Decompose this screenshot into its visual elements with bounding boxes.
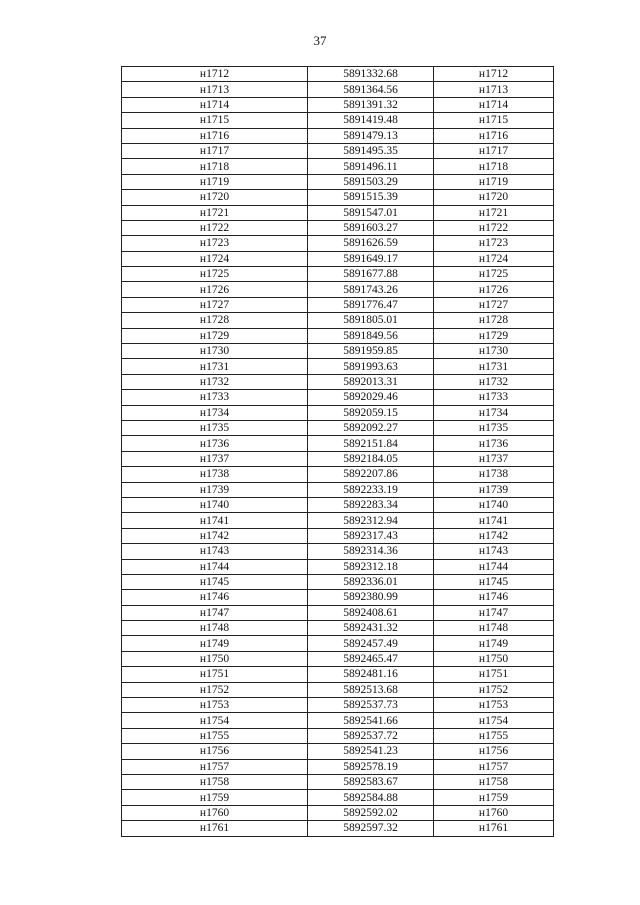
table-row [122, 621, 554, 636]
coordinate-value-cell: 5891332.68 [308, 67, 434, 82]
point-label-cell: н1756 [434, 744, 554, 759]
table-row [122, 436, 554, 451]
point-label-cell: н1724 [122, 251, 308, 266]
table-row [122, 667, 554, 682]
point-label-cell: н1729 [434, 328, 554, 343]
point-label-cell: н1755 [434, 728, 554, 743]
point-label-cell: н1745 [434, 574, 554, 589]
point-label-cell: н1757 [434, 759, 554, 774]
table-row [122, 297, 554, 312]
point-label-cell: н1736 [434, 436, 554, 451]
coordinate-value-cell: 5892380.99 [308, 590, 434, 605]
point-label-cell: н1713 [434, 82, 554, 97]
point-label-cell: н1727 [434, 297, 554, 312]
table-row [122, 390, 554, 405]
point-label-cell: н1720 [434, 190, 554, 205]
coordinate-value-cell: 5891959.85 [308, 344, 434, 359]
point-label-cell: н1761 [122, 821, 308, 836]
coordinate-value-cell: 5892431.32 [308, 621, 434, 636]
table-row [122, 467, 554, 482]
coordinate-value-cell: 5891849.56 [308, 328, 434, 343]
table-row [122, 605, 554, 620]
coordinate-value-cell: 5891503.29 [308, 174, 434, 189]
table-row [122, 744, 554, 759]
point-label-cell: н1721 [434, 205, 554, 220]
coordinate-value-cell: 5891495.35 [308, 143, 434, 158]
table-row [122, 513, 554, 528]
table-row [122, 328, 554, 343]
table-row [122, 205, 554, 220]
point-label-cell: н1746 [122, 590, 308, 605]
point-label-cell: н1760 [434, 805, 554, 820]
point-label-cell: н1750 [434, 651, 554, 666]
point-label-cell: н1744 [122, 559, 308, 574]
coordinate-value-cell: 5892314.36 [308, 544, 434, 559]
point-label-cell: н1724 [434, 251, 554, 266]
coordinate-value-cell: 5892537.73 [308, 698, 434, 713]
point-label-cell: н1741 [122, 513, 308, 528]
table-row [122, 651, 554, 666]
table-row [122, 482, 554, 497]
point-label-cell: н1748 [122, 621, 308, 636]
point-label-cell: н1758 [122, 774, 308, 789]
point-label-cell: н1734 [434, 405, 554, 420]
point-label-cell: н1755 [122, 728, 308, 743]
table-row [122, 282, 554, 297]
coordinate-value-cell: 5891391.32 [308, 97, 434, 112]
table-row [122, 190, 554, 205]
table-row [122, 821, 554, 836]
table-row [122, 574, 554, 589]
point-label-cell: н1734 [122, 405, 308, 420]
point-label-cell: н1740 [122, 497, 308, 512]
table-row [122, 174, 554, 189]
point-label-cell: н1727 [122, 297, 308, 312]
table-row [122, 82, 554, 97]
coordinates-table-body [122, 67, 554, 837]
point-label-cell: н1725 [122, 267, 308, 282]
point-label-cell: н1735 [122, 420, 308, 435]
point-label-cell: н1742 [122, 528, 308, 543]
point-label-cell: н1737 [434, 451, 554, 466]
coordinate-value-cell: 5892029.46 [308, 390, 434, 405]
point-label-cell: н1753 [434, 698, 554, 713]
coordinate-value-cell: 5891515.39 [308, 190, 434, 205]
point-label-cell: н1722 [122, 220, 308, 235]
point-label-cell: н1731 [434, 359, 554, 374]
point-label-cell: н1728 [122, 313, 308, 328]
table-row [122, 420, 554, 435]
point-label-cell: н1728 [434, 313, 554, 328]
coordinates-table [121, 66, 554, 837]
coordinate-value-cell: 5891776.47 [308, 297, 434, 312]
point-label-cell: н1732 [122, 374, 308, 389]
coordinate-value-cell: 5892541.66 [308, 713, 434, 728]
point-label-cell: н1752 [122, 682, 308, 697]
point-label-cell: н1743 [122, 544, 308, 559]
coordinate-value-cell: 5892578.19 [308, 759, 434, 774]
table-row [122, 805, 554, 820]
point-label-cell: н1739 [434, 482, 554, 497]
coordinate-value-cell: 5892541.23 [308, 744, 434, 759]
table-row [122, 497, 554, 512]
coordinate-value-cell: 5892336.01 [308, 574, 434, 589]
table-row [122, 790, 554, 805]
coordinate-value-cell: 5892317.43 [308, 528, 434, 543]
point-label-cell: н1733 [122, 390, 308, 405]
point-label-cell: н1740 [434, 497, 554, 512]
coordinate-value-cell: 5892092.27 [308, 420, 434, 435]
point-label-cell: н1754 [122, 713, 308, 728]
point-label-cell: н1737 [122, 451, 308, 466]
coordinate-value-cell: 5892059.15 [308, 405, 434, 420]
point-label-cell: н1739 [122, 482, 308, 497]
coordinate-value-cell: 5892592.02 [308, 805, 434, 820]
point-label-cell: н1717 [122, 143, 308, 158]
coordinate-value-cell: 5891479.13 [308, 128, 434, 143]
point-label-cell: н1750 [122, 651, 308, 666]
point-label-cell: н1744 [434, 559, 554, 574]
point-label-cell: н1743 [434, 544, 554, 559]
table-row [122, 636, 554, 651]
coordinate-value-cell: 5891743.26 [308, 282, 434, 297]
point-label-cell: н1716 [434, 128, 554, 143]
point-label-cell: н1732 [434, 374, 554, 389]
point-label-cell: н1722 [434, 220, 554, 235]
point-label-cell: н1745 [122, 574, 308, 589]
point-label-cell: н1712 [122, 67, 308, 82]
table-row [122, 682, 554, 697]
table-row [122, 128, 554, 143]
point-label-cell: н1751 [434, 667, 554, 682]
point-label-cell: н1735 [434, 420, 554, 435]
table-row [122, 713, 554, 728]
page-number: 37 [313, 33, 327, 48]
coordinate-value-cell: 5891419.48 [308, 113, 434, 128]
point-label-cell: н1747 [122, 605, 308, 620]
point-label-cell: н1726 [122, 282, 308, 297]
point-label-cell: н1759 [434, 790, 554, 805]
point-label-cell: н1716 [122, 128, 308, 143]
coordinate-value-cell: 5892583.67 [308, 774, 434, 789]
table-row [122, 374, 554, 389]
table-row [122, 143, 554, 158]
point-label-cell: н1759 [122, 790, 308, 805]
point-label-cell: н1729 [122, 328, 308, 343]
point-label-cell: н1731 [122, 359, 308, 374]
coordinate-value-cell: 5892283.34 [308, 497, 434, 512]
coordinate-value-cell: 5891626.59 [308, 236, 434, 251]
table-row [122, 359, 554, 374]
table-row [122, 559, 554, 574]
table-row [122, 97, 554, 112]
point-label-cell: н1723 [434, 236, 554, 251]
point-label-cell: н1742 [434, 528, 554, 543]
table-row [122, 236, 554, 251]
point-label-cell: н1713 [122, 82, 308, 97]
table-row [122, 251, 554, 266]
point-label-cell: н1714 [434, 97, 554, 112]
coordinate-value-cell: 5892312.18 [308, 559, 434, 574]
table-row [122, 344, 554, 359]
point-label-cell: н1738 [122, 467, 308, 482]
point-label-cell: н1718 [434, 159, 554, 174]
point-label-cell: н1756 [122, 744, 308, 759]
coordinate-value-cell: 5891677.88 [308, 267, 434, 282]
table-row [122, 267, 554, 282]
coordinate-value-cell: 5891364.56 [308, 82, 434, 97]
table-row [122, 313, 554, 328]
point-label-cell: н1757 [122, 759, 308, 774]
table-row [122, 405, 554, 420]
point-label-cell: н1714 [122, 97, 308, 112]
point-label-cell: н1733 [434, 390, 554, 405]
coordinate-value-cell: 5891496.11 [308, 159, 434, 174]
point-label-cell: н1723 [122, 236, 308, 251]
point-label-cell: н1747 [434, 605, 554, 620]
point-label-cell: н1726 [434, 282, 554, 297]
table-row [122, 528, 554, 543]
table-row [122, 544, 554, 559]
point-label-cell: н1738 [434, 467, 554, 482]
point-label-cell: н1730 [122, 344, 308, 359]
point-label-cell: н1712 [434, 67, 554, 82]
point-label-cell: н1719 [122, 174, 308, 189]
point-label-cell: н1718 [122, 159, 308, 174]
table-row [122, 67, 554, 82]
table-row [122, 698, 554, 713]
coordinate-value-cell: 5891547.01 [308, 205, 434, 220]
point-label-cell: н1721 [122, 205, 308, 220]
table-row [122, 759, 554, 774]
coordinate-value-cell: 5892465.47 [308, 651, 434, 666]
coordinate-value-cell: 5891993.63 [308, 359, 434, 374]
coordinate-value-cell: 5892408.61 [308, 605, 434, 620]
coordinate-value-cell: 5891649.17 [308, 251, 434, 266]
table-row [122, 220, 554, 235]
point-label-cell: н1730 [434, 344, 554, 359]
point-label-cell: н1760 [122, 805, 308, 820]
table-row [122, 728, 554, 743]
point-label-cell: н1725 [434, 267, 554, 282]
coordinate-value-cell: 5892584.88 [308, 790, 434, 805]
coordinate-value-cell: 5892537.72 [308, 728, 434, 743]
coordinate-value-cell: 5892457.49 [308, 636, 434, 651]
coordinate-value-cell: 5892233.19 [308, 482, 434, 497]
coordinate-value-cell: 5892013.31 [308, 374, 434, 389]
point-label-cell: н1749 [434, 636, 554, 651]
point-label-cell: н1719 [434, 174, 554, 189]
table-row [122, 451, 554, 466]
coordinate-value-cell: 5892312.94 [308, 513, 434, 528]
table-row [122, 113, 554, 128]
point-label-cell: н1717 [434, 143, 554, 158]
point-label-cell: н1736 [122, 436, 308, 451]
point-label-cell: н1754 [434, 713, 554, 728]
point-label-cell: н1749 [122, 636, 308, 651]
table-row [122, 774, 554, 789]
table-row [122, 159, 554, 174]
coordinate-value-cell: 5892184.05 [308, 451, 434, 466]
point-label-cell: н1720 [122, 190, 308, 205]
coordinate-value-cell: 5892151.84 [308, 436, 434, 451]
coordinate-value-cell: 5891603.27 [308, 220, 434, 235]
coordinate-value-cell: 5892481.16 [308, 667, 434, 682]
coordinate-value-cell: 5891805.01 [308, 313, 434, 328]
coordinate-value-cell: 5892207.86 [308, 467, 434, 482]
coordinate-value-cell: 5892597.32 [308, 821, 434, 836]
point-label-cell: н1761 [434, 821, 554, 836]
point-label-cell: н1715 [122, 113, 308, 128]
point-label-cell: н1741 [434, 513, 554, 528]
point-label-cell: н1752 [434, 682, 554, 697]
point-label-cell: н1746 [434, 590, 554, 605]
coordinate-value-cell: 5892513.68 [308, 682, 434, 697]
point-label-cell: н1753 [122, 698, 308, 713]
point-label-cell: н1748 [434, 621, 554, 636]
point-label-cell: н1758 [434, 774, 554, 789]
table-row [122, 590, 554, 605]
point-label-cell: н1751 [122, 667, 308, 682]
point-label-cell: н1715 [434, 113, 554, 128]
